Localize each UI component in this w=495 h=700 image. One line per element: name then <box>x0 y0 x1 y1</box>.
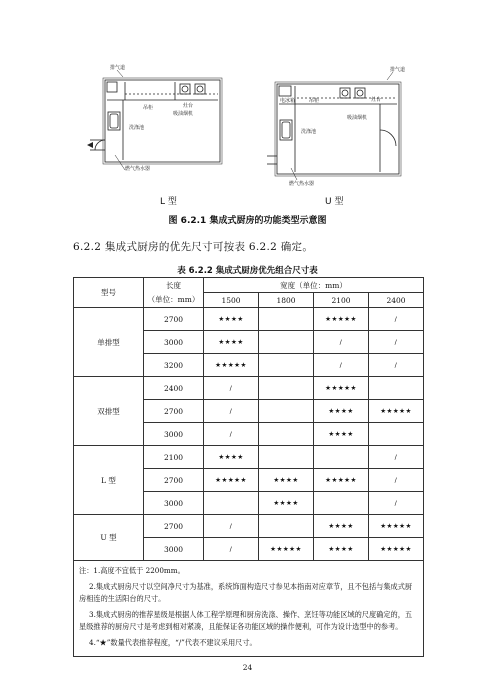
table-cell: ★★★★★ <box>314 377 369 400</box>
label-water-heater: 燃气热水器 <box>289 181 315 187</box>
note-2: 2.集成式厨房尺寸以空间净尺寸为基准，系统饰面构造尺寸参见本指南对应章节，且不包括与集成式厨房相连的生活阳台的尺寸。 <box>79 581 413 603</box>
label-range-hood: 吸油烟机 <box>347 115 368 121</box>
label-wall-cabinet: 吊柜 <box>143 105 154 111</box>
row-length: 3000 <box>144 331 204 354</box>
table-cell: ★★★★ <box>259 469 314 492</box>
row-type: U 型 <box>74 515 144 561</box>
table-cell: / <box>369 469 424 492</box>
table-cell <box>314 492 369 515</box>
table-cell: ★★★★★ <box>204 354 259 377</box>
floor-plan-u-type <box>265 60 415 210</box>
label-hob: 灶台 <box>183 103 194 109</box>
row-length: 2700 <box>144 469 204 492</box>
header-length-unit: （单位：mm） <box>144 293 204 308</box>
label-exhaust: 排气道 <box>110 65 126 71</box>
row-length: 3000 <box>144 492 204 515</box>
table-cell: ★★★★★ <box>204 469 259 492</box>
table-cell: ★★★★ <box>204 308 259 331</box>
table-cell <box>259 515 314 538</box>
table-cell: / <box>314 354 369 377</box>
clause-text: 6.2.2 集成式厨房的优先尺寸可按表 6.2.2 确定。 <box>73 241 314 253</box>
note-3: 3.集成式厨房的推荐星级是根据人体工程学原理和厨房洗涤、操作、烹饪等功能区域的尺度确定的，五星级推荐的厨房尺寸是考虑到相对紧凑，且能保证各功能区域的操作便利，可作为设计选型中的参考。 <box>79 609 413 631</box>
label-water-heater: 燃气热水器 <box>125 166 151 172</box>
note-4: 4.“★”数量代表推荐程度，“/”代表不建议采用尺寸。 <box>89 637 257 647</box>
header-width-2400: 2400 <box>369 293 424 308</box>
table-cell: / <box>369 354 424 377</box>
table-row <box>74 308 424 331</box>
table-cell: / <box>369 492 424 515</box>
table-cell <box>259 377 314 400</box>
header-width: 宽度（单位：mm） <box>204 278 424 293</box>
table-cell: / <box>204 377 259 400</box>
table-cell <box>259 423 314 446</box>
size-table <box>73 277 424 657</box>
row-type: L 型 <box>74 446 144 515</box>
table-cell <box>259 331 314 354</box>
table-cell: ★★★★ <box>204 331 259 354</box>
table-cell: ★★★★★ <box>259 538 314 561</box>
plan-type-label-u: U 型 <box>325 197 344 207</box>
label-hob: 灶台 <box>371 97 382 103</box>
table-cell <box>259 354 314 377</box>
header-width-2100: 2100 <box>314 293 369 308</box>
table-cell <box>259 446 314 469</box>
table-cell: / <box>204 423 259 446</box>
plan-type-label-l: L 型 <box>160 197 177 207</box>
table-cell <box>259 400 314 423</box>
table-cell: ★★★★ <box>314 515 369 538</box>
row-length: 2700 <box>144 515 204 538</box>
table-row <box>74 446 424 469</box>
table-cell: / <box>204 515 259 538</box>
table-cell: / <box>369 331 424 354</box>
table-cell <box>369 423 424 446</box>
row-length: 3000 <box>144 423 204 446</box>
floor-plan-l-type <box>85 60 235 210</box>
table-cell <box>259 308 314 331</box>
row-length: 2700 <box>144 308 204 331</box>
table-cell: ★★★★★ <box>314 308 369 331</box>
table-cell: ★★★★★ <box>369 538 424 561</box>
row-type: 双排型 <box>74 377 144 446</box>
table-row <box>74 515 424 538</box>
row-length: 2400 <box>144 377 204 400</box>
table-cell: ★★★★ <box>259 492 314 515</box>
plan-drawing-u <box>265 60 415 210</box>
label-wall-cabinet: 吊柜 <box>309 98 320 104</box>
header-type: 型号 <box>74 278 144 308</box>
row-length: 3200 <box>144 354 204 377</box>
table-notes <box>74 561 424 657</box>
table-cell: ★★★★ <box>314 423 369 446</box>
header-width-1800: 1800 <box>259 293 314 308</box>
table-cell: ★★★★★ <box>314 469 369 492</box>
page-number: 24 <box>242 663 253 672</box>
table-cell: ★★★★★ <box>369 515 424 538</box>
table-cell: ★★★★★ <box>369 400 424 423</box>
table-cell <box>204 492 259 515</box>
header-width-1500: 1500 <box>204 293 259 308</box>
table-title: 表 6.2.2 集成式厨房优先组合尺寸表 <box>177 266 318 276</box>
table-cell: / <box>204 538 259 561</box>
table-cell: / <box>204 400 259 423</box>
table-cell: / <box>314 331 369 354</box>
row-length: 3000 <box>144 538 204 561</box>
table-row <box>74 377 424 400</box>
table-cell: / <box>369 446 424 469</box>
label-exhaust: 排气道 <box>390 67 406 73</box>
table-cell <box>369 377 424 400</box>
label-fridge: 电冰箱 <box>280 98 296 104</box>
label-sink: 洗涤池 <box>129 125 145 131</box>
plan-drawing-l <box>85 60 235 210</box>
figure-caption: 图 6.2.1 集成式厨房的功能类型示意图 <box>168 216 327 226</box>
table-cell: ★★★★ <box>204 446 259 469</box>
table-cell: / <box>369 308 424 331</box>
row-type: 单排型 <box>74 308 144 377</box>
label-range-hood: 吸油烟机 <box>173 111 194 117</box>
table-cell: ★★★★ <box>314 400 369 423</box>
header-length: 长度 <box>144 278 204 293</box>
row-length: 2100 <box>144 446 204 469</box>
label-sink: 洗涤池 <box>301 129 317 135</box>
row-length: 2700 <box>144 400 204 423</box>
table-cell: ★★★★ <box>314 538 369 561</box>
note-1: 注：1.高度不宜低于 2200mm。 <box>79 566 185 575</box>
table-cell <box>314 446 369 469</box>
